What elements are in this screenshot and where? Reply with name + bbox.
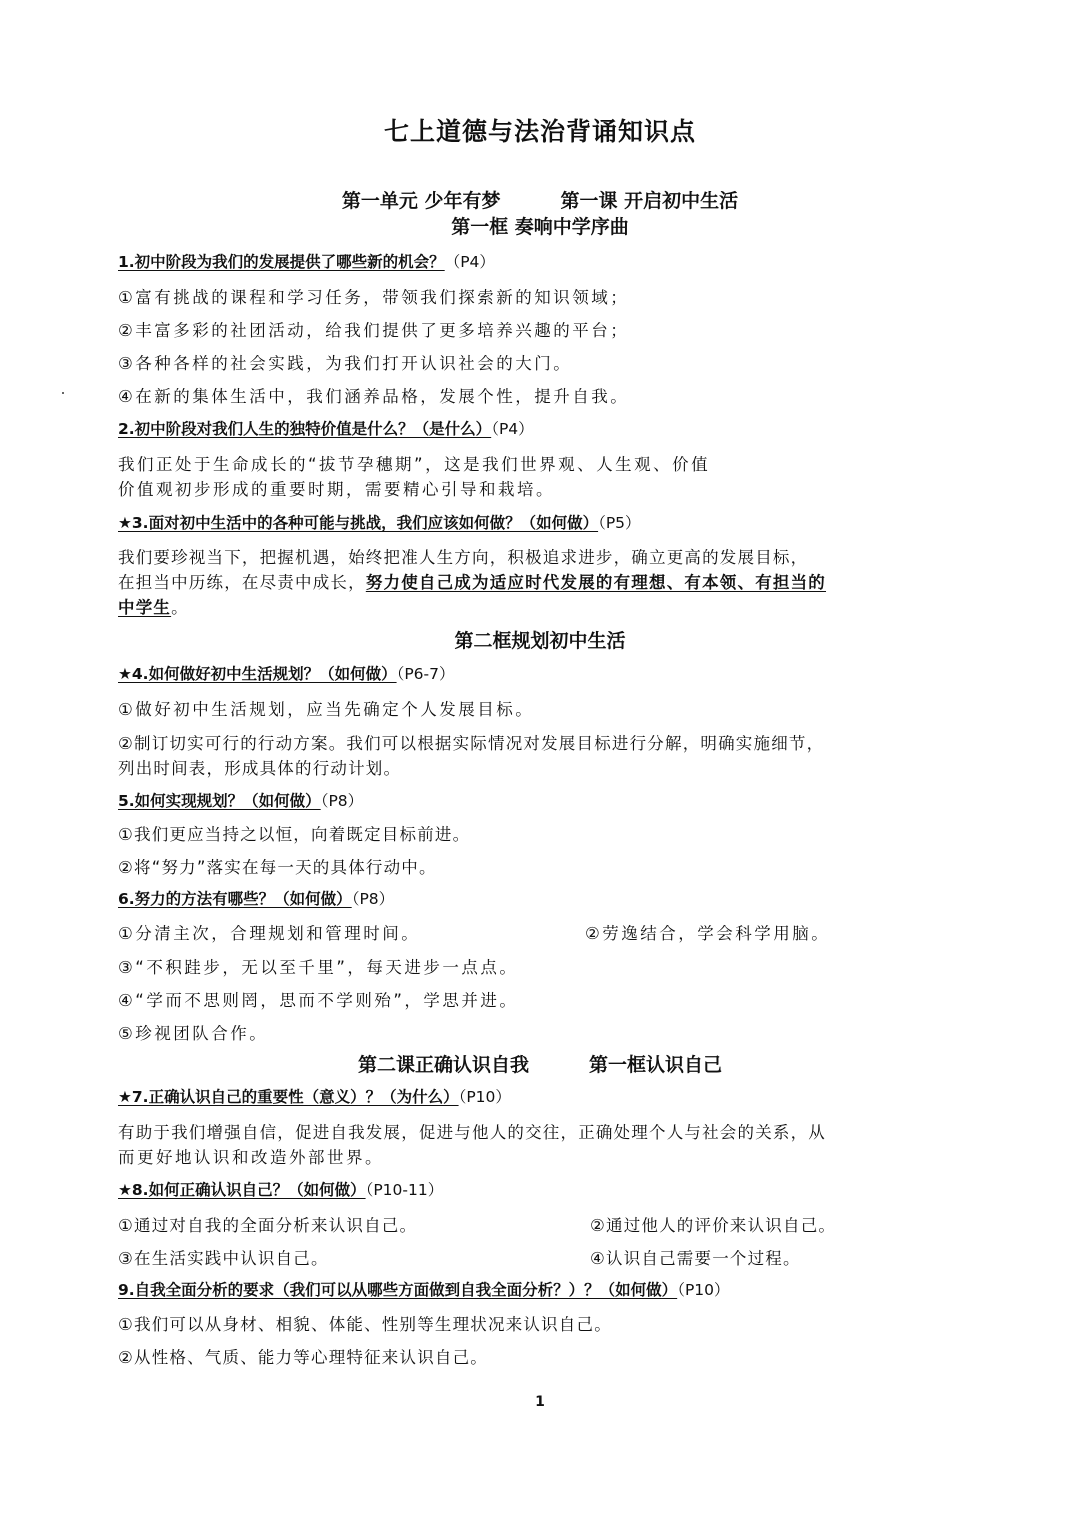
document-title: 七上道德与法治背诵知识点 — [383, 117, 696, 146]
answer-line: ④“学而不思则罔，思而不学则殆”，学思并进。 — [118, 991, 519, 1010]
page-ref: （P10-11） — [365, 1181, 444, 1199]
answer-line: ④认识自己需要一个过程。 — [590, 1249, 801, 1268]
unit-heading: 第一单元 少年有梦 — [341, 190, 501, 212]
question-4 — [118, 662, 455, 684]
page-ref: （P8） — [320, 792, 364, 810]
page-ref: （P6-7） — [396, 665, 455, 683]
question-6 — [118, 887, 394, 909]
answer-line: ④在新的集体生活中，我们涵养品格，发展个性，提升自我。 — [118, 387, 630, 406]
page-ref: （P10） — [458, 1088, 511, 1106]
question-1 — [118, 250, 495, 272]
question-text: 9.自我全面分析的要求（我们可以从哪些方面做到自我全面分析？）？（如何做） — [118, 1281, 678, 1299]
answer-line: ①我们更应当持之以恒，向着既定目标前进。 — [118, 825, 471, 844]
question-9 — [118, 1278, 730, 1300]
answer-line: 而更好地认识和改造外部世界。 — [118, 1148, 384, 1167]
question-7 — [118, 1085, 511, 1107]
answer-line: 有助于我们增强自信，促进自我发展，促进与他人的交往，正确处理个人与社会的关系，从 — [118, 1123, 826, 1142]
page-ref: （P10） — [677, 1281, 730, 1299]
answer-line: 列出时间表，形成具体的行动计划。 — [118, 759, 402, 778]
answer-line: ②通过他人的评价来认识自己。 — [590, 1216, 837, 1235]
answer-line: ①通过对自我的全面分析来认识自己。 — [118, 1216, 418, 1235]
question-3 — [118, 511, 641, 533]
answer-line: ①我们可以从身材、相貌、体能、性别等生理状况来认识自己。 — [118, 1315, 612, 1334]
answer-line: 我们正处于生命成长的“拔节孕穗期”，这是我们世界观、人生观、价值 — [118, 455, 711, 474]
answer-line: ①分清主次，合理规划和管理时间。 — [118, 924, 421, 943]
question-text: ★7.正确认识自己的重要性（意义）？（为什么） — [118, 1088, 459, 1106]
answer-line — [118, 569, 826, 593]
page-ref: （P5） — [598, 514, 641, 532]
answer-line — [118, 594, 189, 618]
scan-speck — [62, 392, 64, 394]
question-text: 2.初中阶段对我们人生的独特价值是什么？（是什么） — [118, 420, 492, 438]
answer-line: ①做好初中生活规划，应当先确定个人发展目标。 — [118, 700, 535, 719]
question-text: 1.初中阶段为我们的发展提供了哪些新的机会？ — [118, 253, 445, 271]
page-ref: （P8） — [351, 890, 395, 908]
answer-line: ②将“努力”落实在每一天的具体行动中。 — [118, 858, 437, 877]
answer-line: ②劳逸结合，学会科学用脑。 — [585, 924, 831, 943]
question-text: ★8.如何正确认识自己？（如何做） — [118, 1181, 366, 1199]
answer-line: ②丰富多彩的社团活动，给我们提供了更多培养兴趣的平台； — [118, 321, 630, 340]
question-text: 5.如何实现规划？（如何做） — [118, 792, 321, 810]
question-text: 6.努力的方法有哪些？（如何做） — [118, 890, 352, 908]
answer-line: ②制订切实可行的行动方案。我们可以根据实际情况对发展目标进行分解，明确实施细节， — [118, 734, 825, 753]
lesson-heading: 第二课正确认识自我 — [357, 1054, 529, 1076]
key-phrase: 努力使自己成为适应时代发展的有理想、有本领、有担当的 — [365, 573, 827, 592]
answer-line: ②从性格、气质、能力等心理特征来认识自己。 — [118, 1348, 488, 1367]
answer-line: 我们要珍视当下，把握机遇，始终把准人生方向，积极追求进步，确立更高的发展目标， — [118, 548, 809, 567]
answer-text: 在担当中历练，在尽责中成长， — [118, 573, 366, 592]
frame-heading: 第一框 奏响中学序曲 — [451, 216, 629, 238]
answer-line: ③各种各样的社会实践，为我们打开认识社会的大门。 — [118, 354, 573, 373]
question-text: ★3.面对初中生活中的各种可能与挑战，我们应该如何做？（如何做） — [118, 514, 599, 532]
answer-line: ③在生活实践中认识自己。 — [118, 1249, 329, 1268]
frame-heading: 第一框认识自己 — [589, 1054, 723, 1076]
answer-line: 价值观初步形成的重要时期，需要精心引导和栽培。 — [118, 480, 555, 499]
unit-lesson-heading — [0, 186, 1080, 213]
answer-text: 。 — [171, 598, 189, 617]
frame-heading: 第二框规划初中生活 — [454, 630, 626, 652]
question-2 — [118, 417, 534, 439]
lesson-heading: 第一课 开启初中生活 — [560, 190, 739, 212]
question-8 — [118, 1178, 443, 1200]
answer-line: ③“不积跬步，无以至千里”，每天进步一点点。 — [118, 958, 519, 977]
question-text: ★4.如何做好初中生活规划？（如何做） — [118, 665, 397, 683]
question-5 — [118, 789, 363, 811]
lesson-frame-heading — [0, 1050, 1080, 1077]
answer-line: ①富有挑战的课程和学习任务，带领我们探索新的知识领域； — [118, 288, 630, 307]
page-ref: （P4） — [491, 420, 534, 438]
page-ref: （P4） — [444, 253, 495, 271]
key-phrase: 中学生 — [118, 598, 172, 617]
answer-line: ⑤珍视团队合作。 — [118, 1024, 269, 1043]
page-number: 1 — [535, 1394, 545, 1410]
